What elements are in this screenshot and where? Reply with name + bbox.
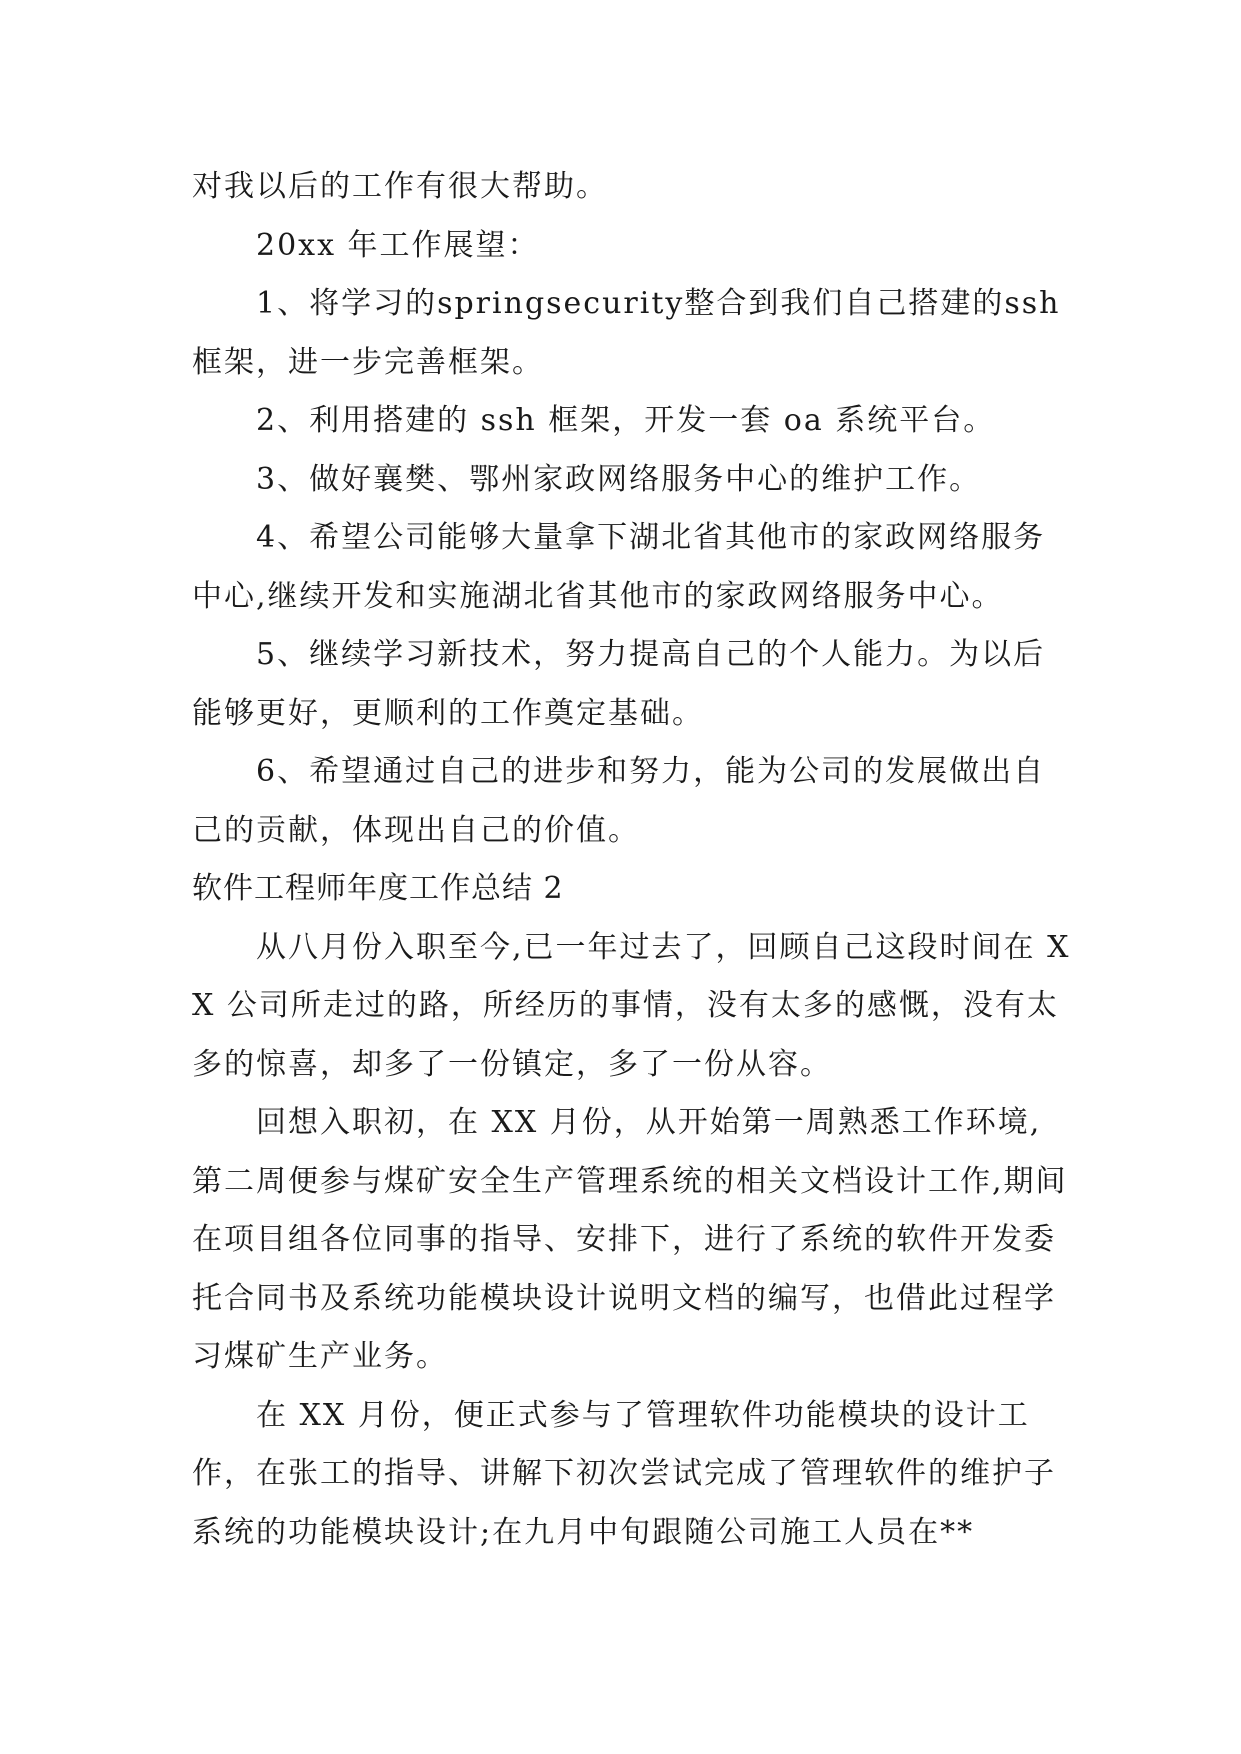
paragraph-item-3: 3、做好襄樊、鄂州家政网络服务中心的维护工作。 [256,461,982,497]
paragraph-item-6: 6、希望通过自己的进步和努力，能为公司的发展做出自己的贡献，体现出自己的价值。 [192,754,1046,848]
section-paragraph-3: 在 XX 月份，便正式参与了管理软件功能模块的设计工作，在张工的指导、讲解下初次尝试完成了管理软件的维护子系统的功能模块设计;在九月中旬跟随公司施工人员在** [192,1397,1056,1550]
paragraph-outlook-heading: 20xx 年工作展望： [256,227,540,263]
section-paragraph-1: 从八月份入职至今,已一年过去了，回顾自己这段时间在 XX 公司所走过的路，所经历的事情，没有太多的感慨，没有太多的惊喜，却多了一份镇定，多了一份从容。 [192,929,1071,1082]
section-title: 软件工程师年度工作总结 2 [192,871,564,906]
paragraph-item-4: 4、希望公司能够大量拿下湖北省其他市的家政网络服务中心,继续开发和实施湖北省其他市的家政网络服务中心。 [192,520,1046,614]
paragraph-continuation: 对我以后的工作有很大帮助。 [192,169,608,204]
section-paragraph-2: 回想入职初，在 XX 月份，从开始第一周熟悉工作环境,第二周便参与煤矿安全生产管理系统的相关文档设计工作,期间在项目组各位同事的指导、安排下，进行了系统的软件开发委托合同书及系统功能模块设计说明文档的编写，也借此过程学习煤矿生产业务。 [192,1105,1068,1374]
document-body [192,158,1072,1562]
paragraph-item-5: 5、继续学习新技术，努力提高自己的个人能力。为以后能够更好，更顺利的工作奠定基础。 [192,637,1046,731]
paragraph-item-1: 1、将学习的springsecurity整合到我们自己搭建的ssh框架，进一步完善框架。 [192,286,1061,380]
paragraph-item-2: 2、利用搭建的 ssh 框架，开发一套 oa 系统平台。 [256,403,996,438]
